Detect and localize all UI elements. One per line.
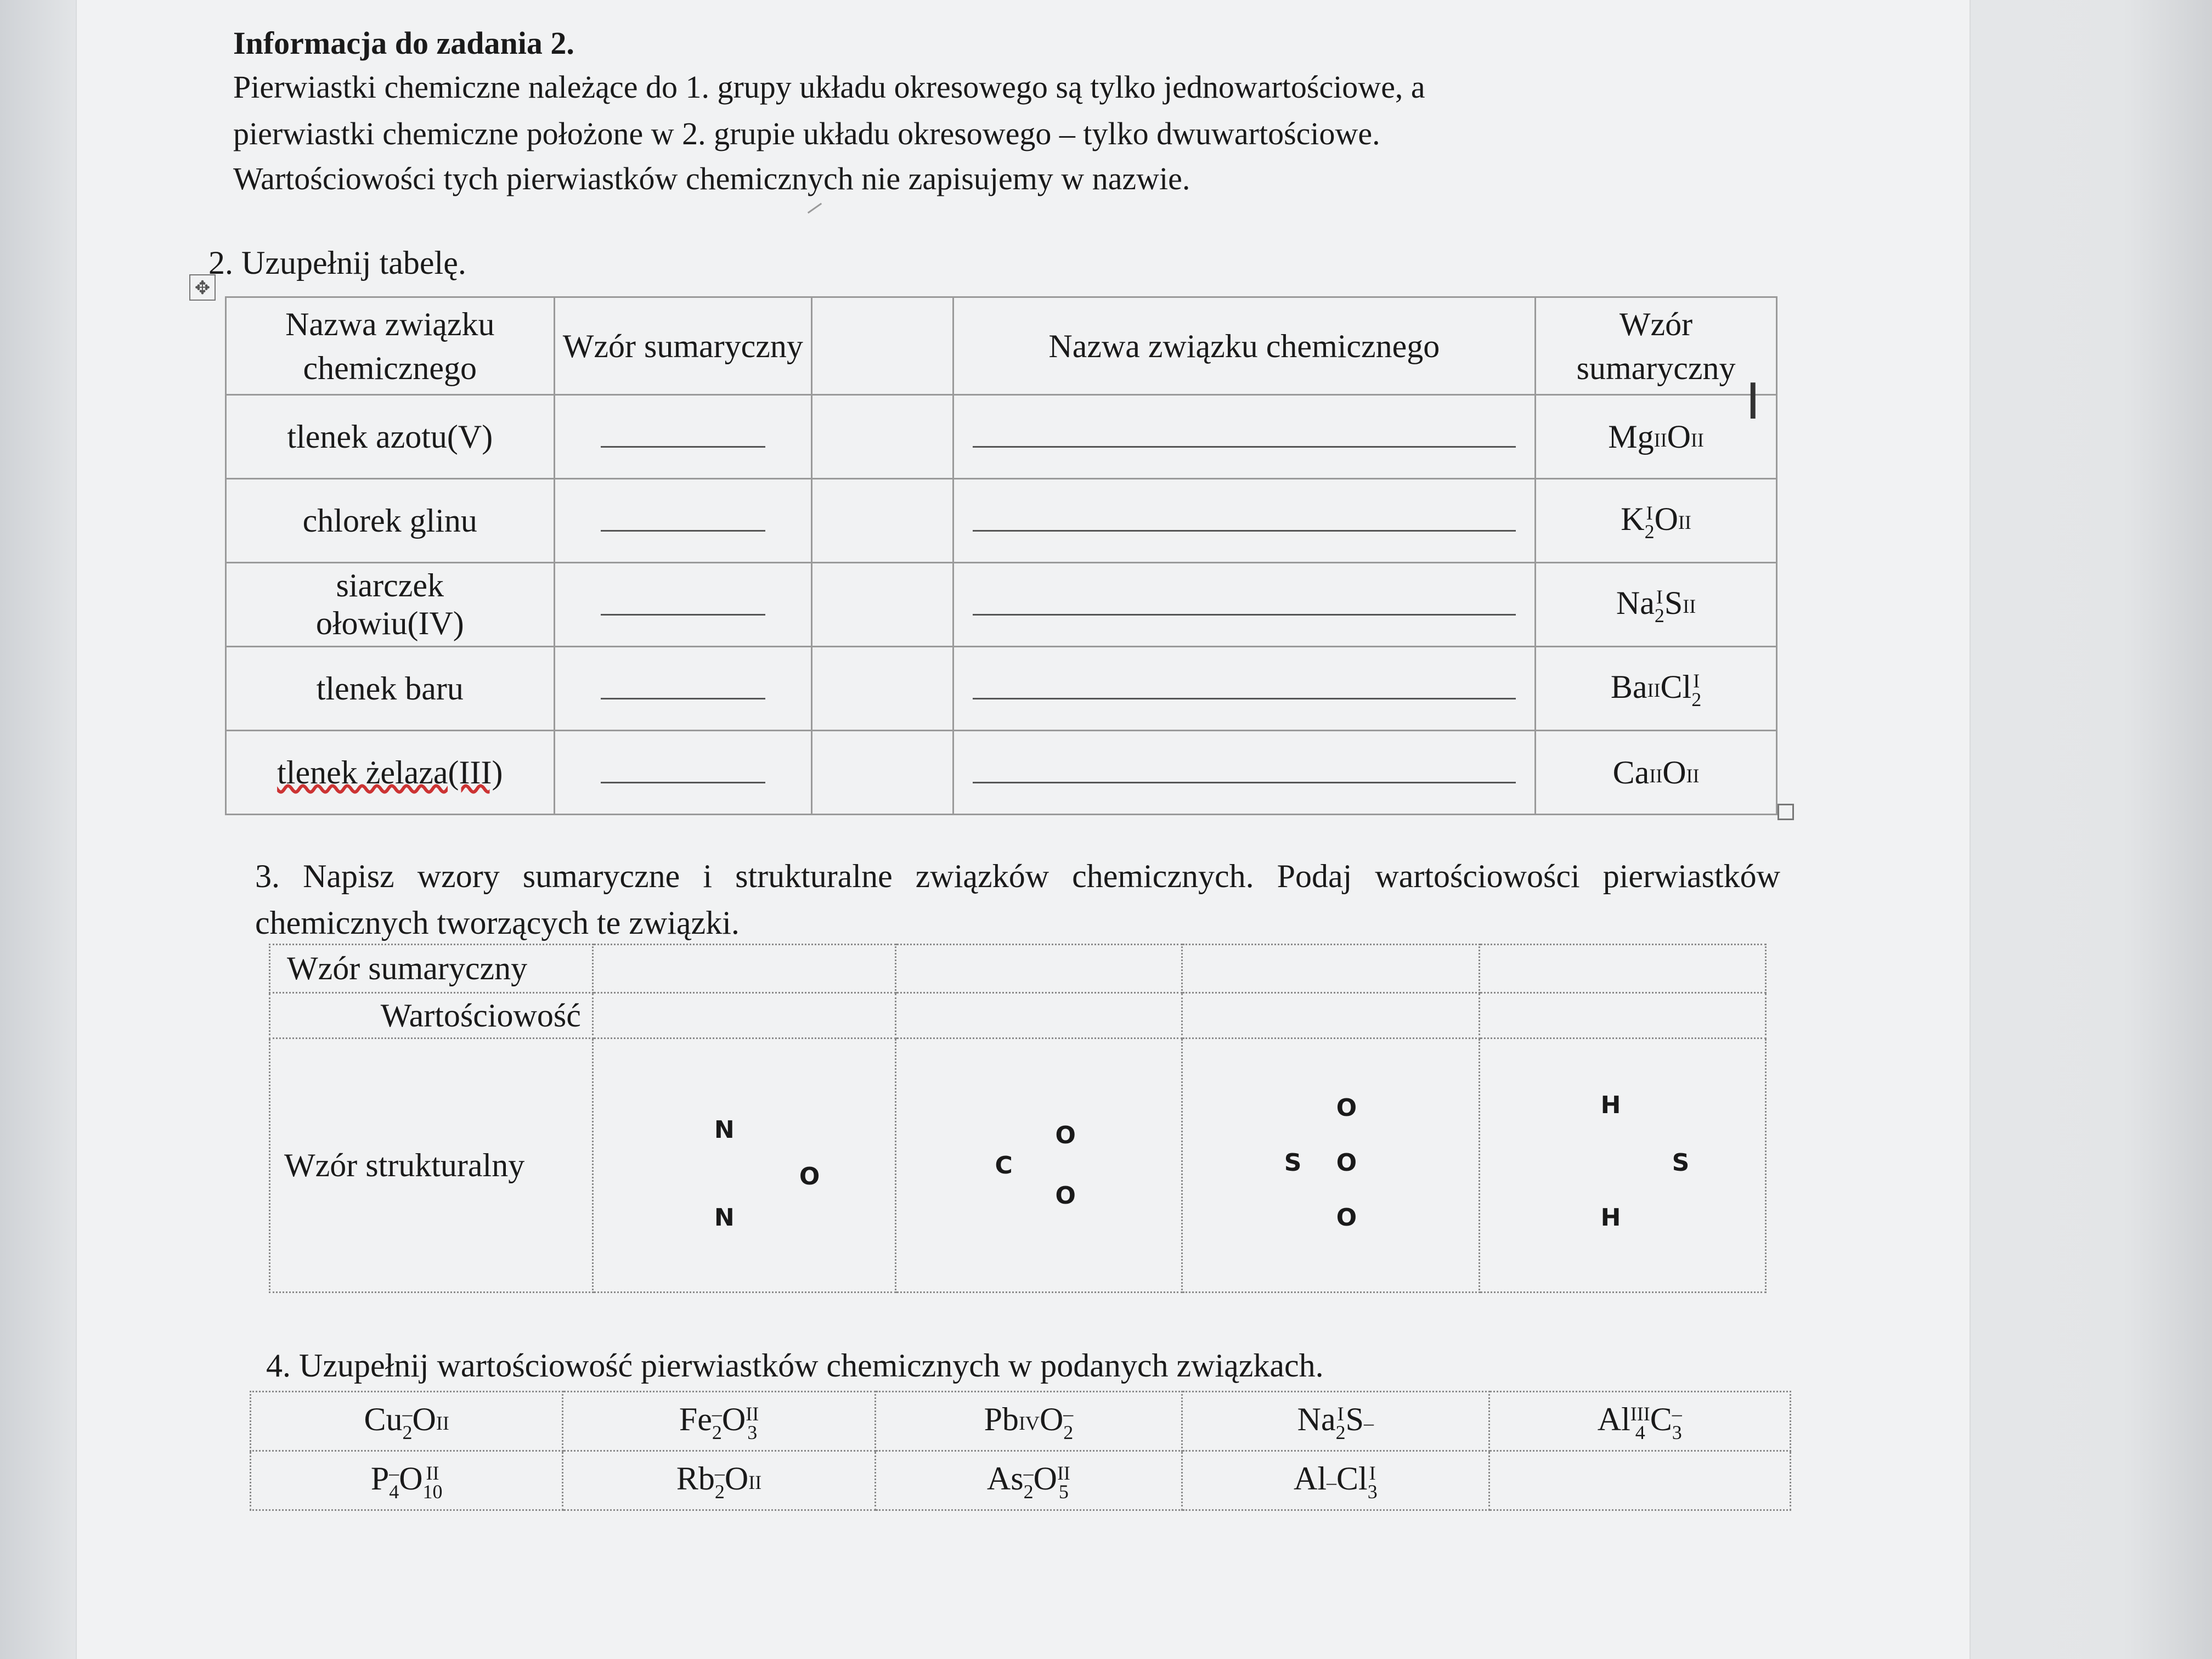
valence-answer-field[interactable]: [1182, 993, 1479, 1039]
element-symbol: Cu – 2: [364, 1401, 413, 1443]
header-formula-left: Wzór sumaryczny: [554, 297, 811, 395]
element-symbol: O II: [1662, 754, 1700, 791]
valence: –: [402, 1402, 413, 1425]
atom-count: 2: [402, 1421, 413, 1443]
valence-formula: [1536, 479, 1777, 563]
atom-count: 10: [422, 1480, 443, 1503]
atom-count: 2: [712, 1421, 722, 1443]
valence: II: [1647, 679, 1661, 702]
valence-answer-field[interactable]: [895, 993, 1182, 1039]
name-answer-field[interactable]: [953, 479, 1536, 563]
structure-cell[interactable]: [592, 1039, 895, 1293]
valence: II: [1654, 428, 1667, 451]
table-row: [226, 395, 1777, 479]
structure-cell[interactable]: [1479, 1039, 1765, 1293]
atom-count: 2: [1023, 1480, 1034, 1503]
element-symbol: Mg II: [1608, 418, 1667, 455]
valence-exercise-cell[interactable]: [875, 1392, 1182, 1451]
element-symbol: Ba II: [1610, 668, 1661, 705]
atom: C: [995, 1152, 1013, 1180]
element-symbol: O II 3: [721, 1401, 759, 1443]
valence: II: [746, 1402, 759, 1425]
task4-table: [250, 1391, 1791, 1511]
info-line-2: pierwiastki chemiczne położone w 2. grupie układu okresowego – tylko dwuwartościowe.: [233, 116, 1380, 151]
valence-exercise-cell[interactable]: [563, 1392, 875, 1451]
empty-cell: [812, 395, 953, 479]
info-title: Informacja do zadania 2.: [233, 25, 574, 61]
formula-answer-field[interactable]: [554, 647, 811, 731]
task4-title: 4. Uzupełnij wartościowość pierwiastków chemicznych w podanych związkach.: [266, 1347, 1324, 1384]
element-symbol: Pb IV: [984, 1401, 1040, 1438]
table-row: [251, 1392, 1791, 1451]
valence-formula: [1536, 563, 1777, 647]
name-answer-field[interactable]: [953, 563, 1536, 647]
table-resize-handle[interactable]: [1778, 804, 1794, 820]
valence: II: [1057, 1462, 1070, 1484]
task3-title: 3. Napisz wzory sumaryczne i strukturalne związków chemicznych. Podaj wartościowości pierwiastków chemicznych tworzących te związki.: [255, 858, 1780, 941]
atom: O: [1336, 1149, 1357, 1177]
element-symbol: Cl I 2: [1660, 668, 1702, 711]
valence-exercise-cell[interactable]: [1182, 1451, 1489, 1510]
atom-count: 2: [714, 1480, 725, 1503]
valence: –: [1672, 1402, 1682, 1425]
valence: II: [1690, 428, 1704, 451]
info-line-1: Pierwiastki chemiczne należące do 1. grupy układu okresowego są tylko jednowartościowe, a: [233, 69, 1425, 105]
element-symbol: O II 5: [1033, 1460, 1070, 1503]
valence-exercise-cell[interactable]: [251, 1392, 563, 1451]
compound-name: siarczek ołowiu(IV): [226, 563, 555, 647]
atom-count: 2: [1654, 605, 1664, 627]
atom-count: 2: [1063, 1421, 1074, 1443]
valence-formula: [1536, 647, 1777, 731]
valence-exercise-cell[interactable]: [1182, 1392, 1489, 1451]
element-symbol: O II 10: [399, 1460, 443, 1503]
atom-count: 2: [1335, 1421, 1346, 1443]
empty-cell: [812, 563, 953, 647]
atom-count: 3: [747, 1421, 758, 1443]
table-row: [226, 563, 1777, 647]
task3-table: [269, 944, 1767, 1293]
atom-count: 2: [1691, 689, 1702, 711]
element-symbol: Ca II: [1612, 754, 1663, 791]
valence: II: [1678, 511, 1691, 534]
element-symbol: C – 3: [1650, 1401, 1682, 1443]
valence-exercise-cell[interactable]: [875, 1451, 1182, 1510]
name-answer-field[interactable]: [953, 731, 1536, 815]
formula-answer-field[interactable]: [895, 945, 1182, 993]
formula-answer-field[interactable]: [1182, 945, 1479, 993]
valence: I: [1693, 670, 1700, 692]
empty-cell: [1489, 1451, 1790, 1510]
empty-cell: [812, 479, 953, 563]
row-label-structure: Wzór strukturalny: [270, 1039, 593, 1293]
element-symbol: P – 4: [370, 1460, 399, 1503]
element-symbol: O II: [412, 1401, 449, 1438]
compound-name: tlenek baru: [226, 647, 555, 731]
header-formula-right: Wzór sumaryczny: [1536, 297, 1777, 395]
element-symbol: O II: [724, 1460, 762, 1497]
atom: O: [1336, 1204, 1357, 1232]
compound-name: chlorek glinu: [226, 479, 555, 563]
header-name-left: Nazwa związku chemicznego: [226, 297, 555, 395]
atom: H: [1600, 1091, 1621, 1119]
element-symbol: Na I 2: [1616, 584, 1664, 627]
valence: III: [1630, 1402, 1650, 1425]
element-symbol: S II: [1664, 584, 1696, 621]
atom-count: 3: [1672, 1421, 1682, 1443]
atom: H: [1600, 1204, 1621, 1232]
task2-title: 2. Uzupełnij tabelę.: [208, 245, 466, 281]
text-cursor-icon: I: [1746, 373, 1760, 431]
name-answer-field[interactable]: [953, 395, 1536, 479]
element-symbol: O II: [1667, 418, 1704, 455]
atom-count: 2: [1644, 521, 1655, 543]
element-symbol: O – 2: [1039, 1401, 1074, 1443]
atom: O: [1055, 1121, 1076, 1149]
valence: I: [1337, 1402, 1344, 1425]
table-move-icon[interactable]: ✥: [189, 274, 216, 301]
table-row: [226, 731, 1777, 815]
row-label-formula: Wzór sumaryczny: [270, 945, 593, 993]
element-symbol: S –: [1345, 1401, 1374, 1438]
formula-answer-field[interactable]: [554, 395, 811, 479]
valence: II: [426, 1462, 439, 1484]
valence: II: [1649, 764, 1663, 787]
valence: II: [748, 1471, 762, 1493]
atom: O: [1336, 1094, 1357, 1122]
valence: –: [712, 1402, 722, 1425]
valence: –: [714, 1462, 725, 1484]
empty-cell: [812, 731, 953, 815]
formula-answer-field[interactable]: [1479, 945, 1765, 993]
valence-exercise-cell[interactable]: [563, 1451, 875, 1510]
formula-answer-field[interactable]: [554, 731, 811, 815]
element-symbol: Al III 4: [1597, 1401, 1650, 1443]
valence-exercise-cell[interactable]: [251, 1451, 563, 1510]
valence: –: [1326, 1471, 1336, 1493]
formula-answer-field[interactable]: [592, 945, 895, 993]
valence: –: [1023, 1462, 1034, 1484]
valence-answer-field[interactable]: [592, 993, 895, 1039]
table-row: [226, 479, 1777, 563]
valence-answer-field[interactable]: [1479, 993, 1765, 1039]
formula-answer-field[interactable]: [554, 479, 811, 563]
element-symbol: Rb – 2: [676, 1460, 725, 1503]
valence-formula: [1536, 395, 1777, 479]
compound-name: tlenek żelaza(III): [226, 731, 555, 815]
valence: I: [1369, 1462, 1376, 1484]
valence-exercise-cell[interactable]: [1489, 1392, 1790, 1451]
atom-count: 4: [389, 1480, 399, 1503]
element-symbol: Na I 2: [1297, 1401, 1346, 1443]
atom-count: 5: [1058, 1480, 1069, 1503]
element-symbol: Cl I 3: [1336, 1460, 1378, 1503]
empty-cell: [812, 647, 953, 731]
atom: O: [799, 1163, 820, 1190]
atom-count: 3: [1367, 1480, 1378, 1503]
info-line-3: Wartościowości tych pierwiastków chemicznych nie zapisujemy w nazwie.: [233, 161, 1190, 196]
structure-cell[interactable]: [1182, 1039, 1479, 1293]
element-symbol: K I 2: [1621, 500, 1655, 543]
atom: S: [1284, 1149, 1302, 1177]
header-empty: [812, 297, 953, 395]
atom: O: [1055, 1182, 1076, 1210]
compound-name: tlenek azotu(V): [226, 395, 555, 479]
valence: II: [436, 1412, 449, 1434]
valence: –: [1063, 1402, 1074, 1425]
valence: –: [389, 1462, 399, 1484]
element-symbol: Al –: [1293, 1460, 1336, 1497]
valence: I: [1656, 586, 1663, 608]
atom: N: [714, 1116, 735, 1144]
atom: N: [714, 1204, 735, 1232]
valence: IV: [1018, 1412, 1040, 1434]
name-answer-field[interactable]: [953, 647, 1536, 731]
element-symbol: Fe – 2: [679, 1401, 722, 1443]
row-label-valence: Wartościowość: [270, 993, 593, 1039]
atom-count: 4: [1635, 1421, 1645, 1443]
valence: –: [1364, 1412, 1374, 1434]
valence: II: [1686, 764, 1700, 787]
element-symbol: O II: [1654, 500, 1691, 537]
task2-table: [225, 296, 1778, 815]
header-name-right: Nazwa związku chemicznego: [953, 297, 1536, 395]
element-symbol: As – 2: [986, 1460, 1034, 1503]
structure-cell[interactable]: [895, 1039, 1182, 1293]
formula-answer-field[interactable]: [554, 563, 811, 647]
valence: II: [1683, 595, 1696, 618]
atom: S: [1672, 1149, 1690, 1177]
table-row: [251, 1451, 1791, 1510]
valence: I: [1646, 502, 1653, 524]
table-row: [226, 647, 1777, 731]
valence-formula: [1536, 731, 1777, 815]
